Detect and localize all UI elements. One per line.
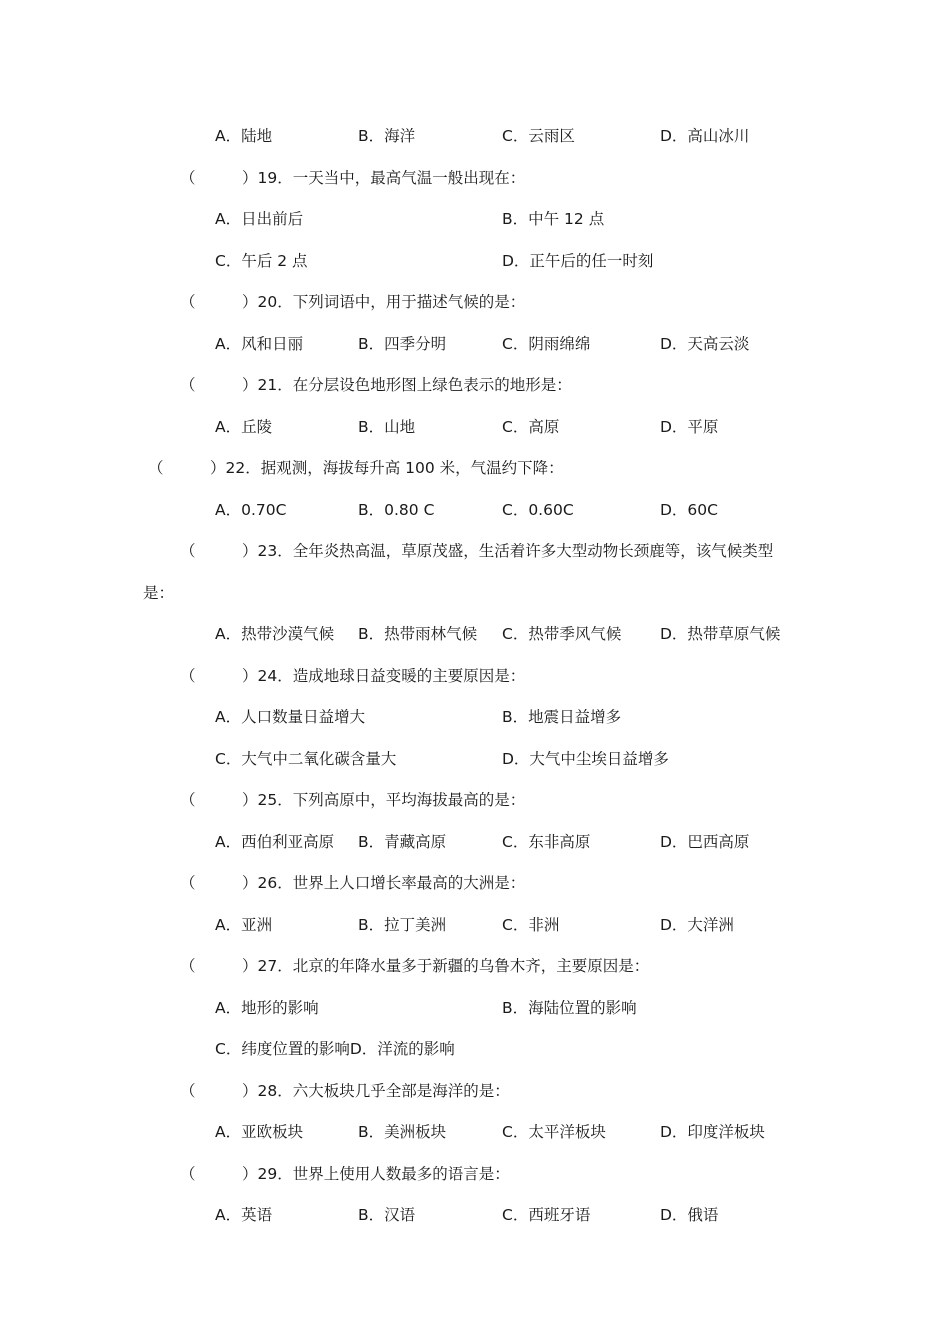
answer-option: B．0.80 C [358,501,435,519]
answer-option: A．西伯利亚高原 [215,833,335,851]
answer-option: A．0.70C [215,501,287,519]
answer-option: A．风和日丽 [215,335,304,353]
question-stem: （ ）25．下列高原中，平均海拔最高的是： [180,791,526,809]
question-stem: （ ）22．据观测，海拔每升高 100 米，气温约下降： [148,459,564,477]
answer-option: C．东非高原 [502,833,591,851]
answer-option: C．午后 2 点 [215,252,308,270]
answer-option: C．0.60C [502,501,574,519]
answer-option: A．地形的影响 [215,999,319,1017]
question-stem: （ ）21．在分层设色地形图上绿色表示的地形是： [180,376,572,394]
answer-option: C．高原 [502,418,560,436]
answer-option: B．山地 [358,418,416,436]
answer-option: D．60C [660,501,718,519]
answer-option: D．大洋洲 [660,916,734,934]
answer-option: A．亚欧板块 [215,1123,304,1141]
answer-option: A．日出前后 [215,210,304,228]
question-stem: （ ）19．一天当中，最高气温一般出现在： [180,169,526,187]
answer-option: C．太平洋板块 [502,1123,606,1141]
answer-option: B．地震日益增多 [502,708,622,726]
answer-option: C．西班牙语 [502,1206,591,1224]
answer-option: D．正午后的任一时刻 [502,252,654,270]
answer-option: B．青藏高原 [358,833,447,851]
answer-option: B．四季分明 [358,335,447,353]
answer-option: D．天高云淡 [660,335,750,353]
answer-option: C．阴雨绵绵 [502,335,591,353]
answer-option: B．海陆位置的影响 [502,999,637,1017]
answer-option: D．热带草原气候 [660,625,781,643]
question-stem: （ ）20．下列词语中，用于描述气候的是： [180,293,526,311]
answer-option: D．印度洋板块 [660,1123,765,1141]
answer-option: A．亚洲 [215,916,273,934]
answer-option: D．大气中尘埃日益增多 [502,750,669,768]
question-stem: （ ）28．六大板块几乎全部是海洋的是： [180,1082,510,1100]
answer-option: D．高山冰川 [660,127,750,145]
answer-option: C．云雨区 [502,127,575,145]
answer-option: A．陆地 [215,127,273,145]
answer-option: C．非洲 [502,916,560,934]
question-stem: （ ）26．世界上人口增长率最高的大洲是： [180,874,526,892]
answer-option: A．英语 [215,1206,273,1224]
answer-option: B．汉语 [358,1206,416,1224]
answer-option: A．人口数量日益增大 [215,708,366,726]
answer-option: A．热带沙漠气候 [215,625,335,643]
answer-option: C．大气中二氧化碳含量大 [215,750,397,768]
answer-option: B．热带雨林气候 [358,625,478,643]
answer-option: C．热带季风气候 [502,625,622,643]
answer-option: B．拉丁美洲 [358,916,447,934]
question-stem: （ ）29．世界上使用人数最多的语言是： [180,1165,510,1183]
question-stem-continuation: 是： [143,584,175,602]
answer-option: D．俄语 [660,1206,719,1224]
answer-option: B．中午 12 点 [502,210,605,228]
question-stem: （ ）24．造成地球日益变暖的主要原因是： [180,667,526,685]
answer-options-line: C．纬度位置的影响D．洋流的影响 [215,1040,455,1058]
answer-option: B．海洋 [358,127,416,145]
answer-option: D．巴西高原 [660,833,750,851]
answer-option: D．平原 [660,418,719,436]
question-stem: （ ）23．全年炎热高温，草原茂盛，生活着许多大型动物长颈鹿等，该气候类型 [180,542,774,560]
answer-option: B．美洲板块 [358,1123,447,1141]
question-stem: （ ）27．北京的年降水量多于新疆的乌鲁木齐，主要原因是： [180,957,650,975]
answer-option: A．丘陵 [215,418,273,436]
